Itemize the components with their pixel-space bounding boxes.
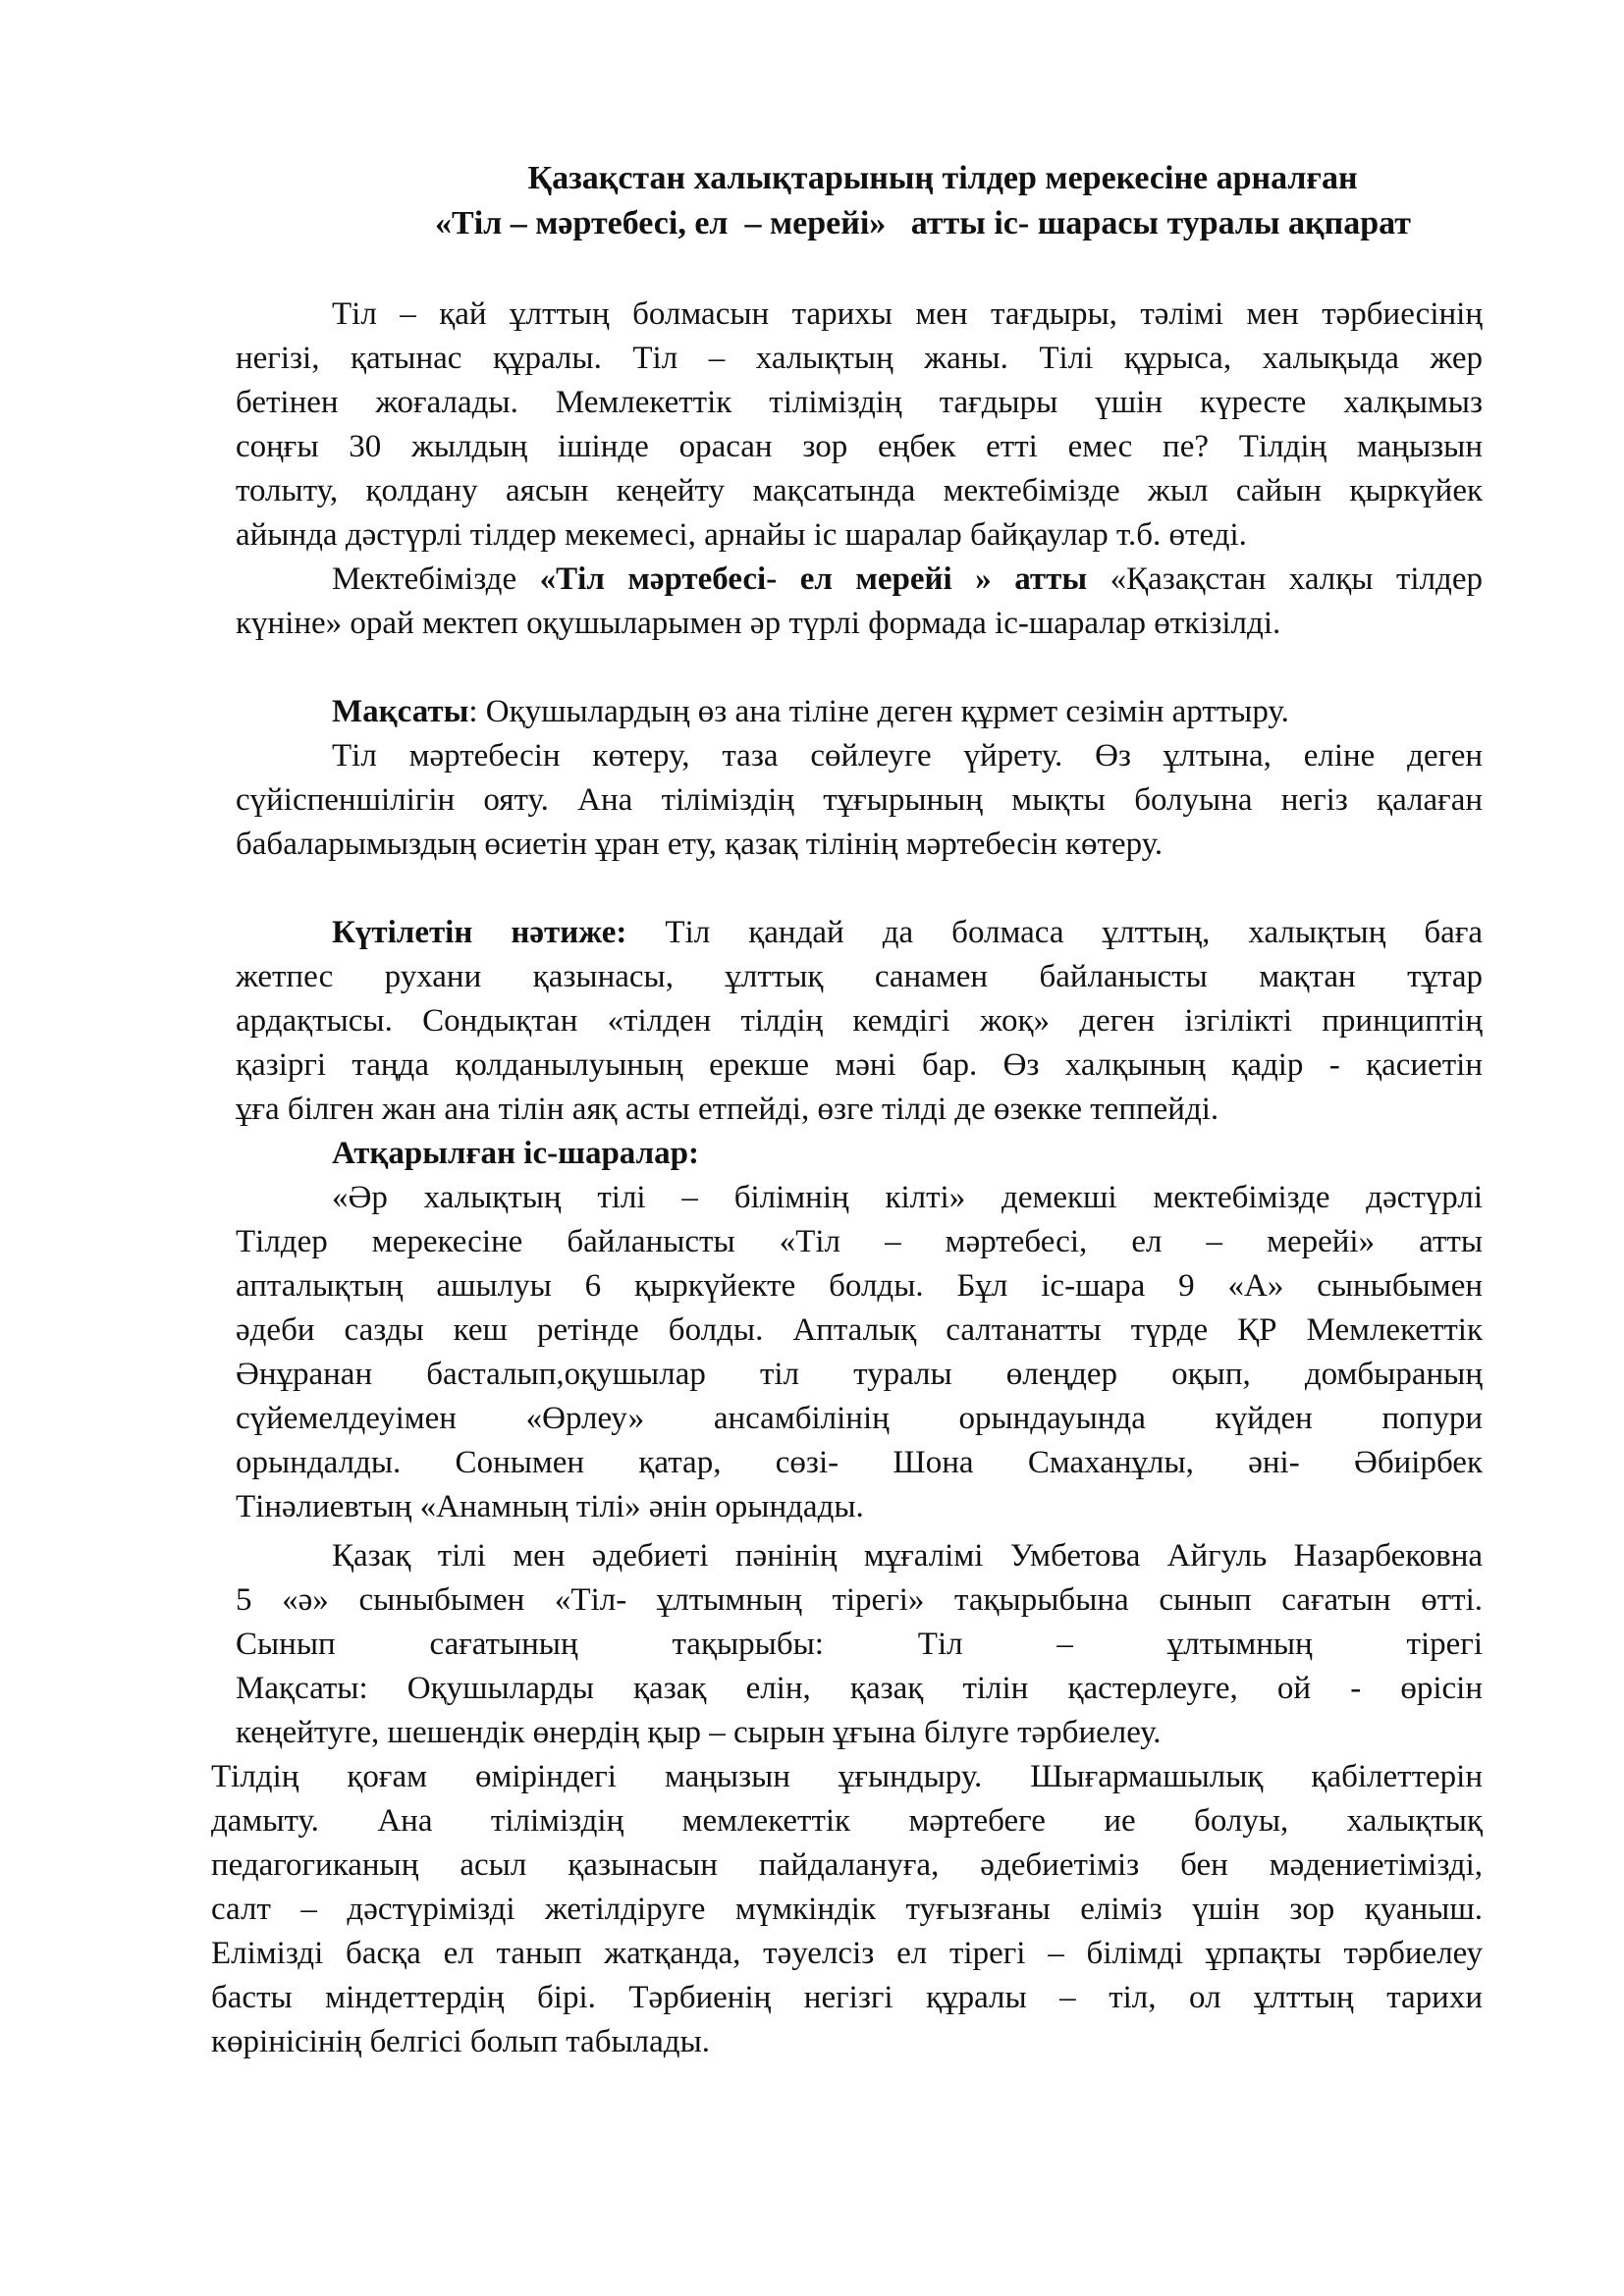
text-line: Тіл – қай ұлттың болмасын тарихы мен тағдыры, тәлімі мен тәрбиесінің [332,296,1483,332]
text-line: Тіл мәртебесін көтеру, таза сөйлеуге үйрету. Өз ұлтына, еліне деген [332,738,1483,774]
text-line: Сынып сағатының тақырыбы: Тіл – ұлтымның тірегі [236,1627,1483,1662]
text-line: әдеби сазды кеш ретінде болды. Апталық салтанатты түрде ҚР Мемлекеттік [236,1312,1483,1348]
text-line: Қазақ тілі мен әдебиеті пәнінің мұғалімі Умбетова Айгуль Назарбековна [332,1538,1483,1574]
text-line: Тінәлиевтың «Анамның тілі» әнін орындады. [236,1489,864,1524]
text-line: 5 «ә» сыныбымен «Тіл- ұлтымның тірегі» тақырыбына сынып сағатын өтті. [236,1582,1483,1618]
text-line: жетпес рухани қазынасы, ұлттық санамен байланысты мақтан тұтар [236,959,1483,994]
text-line: Елімізді басқа ел танып жатқанда, тәуелсіз ел тірегі – білімді ұрпақты тәрбиелеу [211,1936,1483,1971]
text-line: кеңейтуге, шешендік өнердің қыр – сырын ұғына білуге тәрбиелеу. [236,1715,1162,1750]
text-line: Тілдер мерекесіне байланысты «Тіл – мәртебесі, ел – мерейі» атты [236,1224,1483,1259]
text-line: айында дәстүрлі тілдер мекемесі, арнайы іс шаралар байқаулар т.б. өтеді. [236,517,1247,553]
text-line: соңғы 30 жылдың ішінде орасан зор еңбек етті емес пе? Тілдің маңызын [236,429,1483,464]
text-line: апталықтың ашылуы 6 қыркүйекте болды. Бұл іс-шара 9 «А» сыныбымен [236,1268,1483,1304]
text-line: ұға білген жан ана тілін аяқ асты етпейді, өзге тілді де өзекке теппейді. [236,1092,1219,1127]
text-line: қазіргі таңда қолданылуының ерекше мәні бар. Өз халқының қадір - қасиетін [236,1047,1483,1083]
text-line: күніне» орай мектеп оқушыларымен әр түрлі формада іс-шаралар өткізілді. [236,606,1281,641]
text-line: толыту, қолдану аясын кеңейту мақсатында мектебімізде жыл сайын қыркүйек [236,473,1483,508]
event-intro-suffix: «Қазақстан халқы тілдер [1087,561,1483,597]
document-title [295,157,1551,251]
text-line: дамыту. Ана тіліміздің мемлекеттік мәртебеге ие болуы, халықтық [211,1803,1483,1839]
goal-heading-line [332,692,1483,731]
text-line: басты міндеттердің бірі. Тәрбиенің негізгі құралы – тіл, ол ұлттың тарихи [211,1980,1483,2015]
text-line: сүйіспеншілігін ояту. Ана тіліміздің тұғырының мықты болуына негіз қалаған [236,782,1483,818]
text-line: бетінен жоғалады. Мемлекеттік тіліміздің тағдыры үшін күресте халқымыз [236,385,1483,420]
text-line: педагогиканың асыл қазынасын пайдалануға, әдебиетіміз бен мәдениетімізді, [211,1847,1483,1883]
event-name-bold: «Тіл мәртебесі- ел мерейі » атты [539,561,1088,597]
text-line: Әнұранан басталып,оқушылар тіл туралы өлеңдер оқып, домбыраның [236,1357,1483,1392]
text-line: орындалды. Сонымен қатар, сөзі- Шона Смаханұлы, әні- Әбиірбек [236,1445,1483,1480]
text-line: салт – дәстүрімізді жетілдіруге мүмкіндік туғызғаны еліміз үшін зор қуаныш. [211,1892,1483,1927]
text-line: бабаларымыздың өсиетін ұран ету, қазақ тілінің мәртебесін көтеру. [236,827,1164,862]
expected-result-heading-line [332,913,1483,952]
text-line: ардақтысы. Сондықтан «тілден тілдің кемдігі жоқ» деген ізгілікті принциптің [236,1003,1483,1039]
title-line-1: Қазақстан халықтарының тілдер мерекесіне арналған [527,160,1358,196]
title-line-2: «Тіл – мәртебесі, ел – мерейі» атты іс- шарасы туралы ақпарат [435,205,1411,241]
text-line: Тілдің қоғам өміріндегі маңызын ұғындыру. Шығармашылық қабілеттерін [211,1759,1483,1794]
text-line: Мақсаты: Оқушыларды қазақ елін, қазақ тілін қастерлеуге, ой - өрісін [236,1671,1483,1706]
text-line: сүйемелдеуімен «Өрлеу» ансамбілінің орындауында күйден попури [236,1401,1483,1436]
text-line: көрінісінің белгісі болып табылады. [211,2024,710,2059]
expected-result-text: Тіл қандай да болмаса ұлттың, халықтың баға [626,915,1484,950]
text-line [332,560,1483,599]
event-intro-prefix: Мектебімізде [332,561,540,597]
activities-heading: Атқарылған іс-шаралар: [332,1136,699,1171]
goal-label: Мақсаты [332,694,469,729]
goal-text: : Оқушылардың өз ана тіліне деген құрмет сезімін арттыру. [468,694,1289,729]
expected-result-label: Күтілетін нәтиже: [332,915,627,950]
text-line: негізі, қатынас құралы. Тіл – халықтың жаны. Тілі құрыса, халықыда жер [236,341,1483,376]
text-line: «Әр халықтың тілі – білімнің кілті» демекші мектебімізде дәстүрлі [332,1180,1483,1215]
